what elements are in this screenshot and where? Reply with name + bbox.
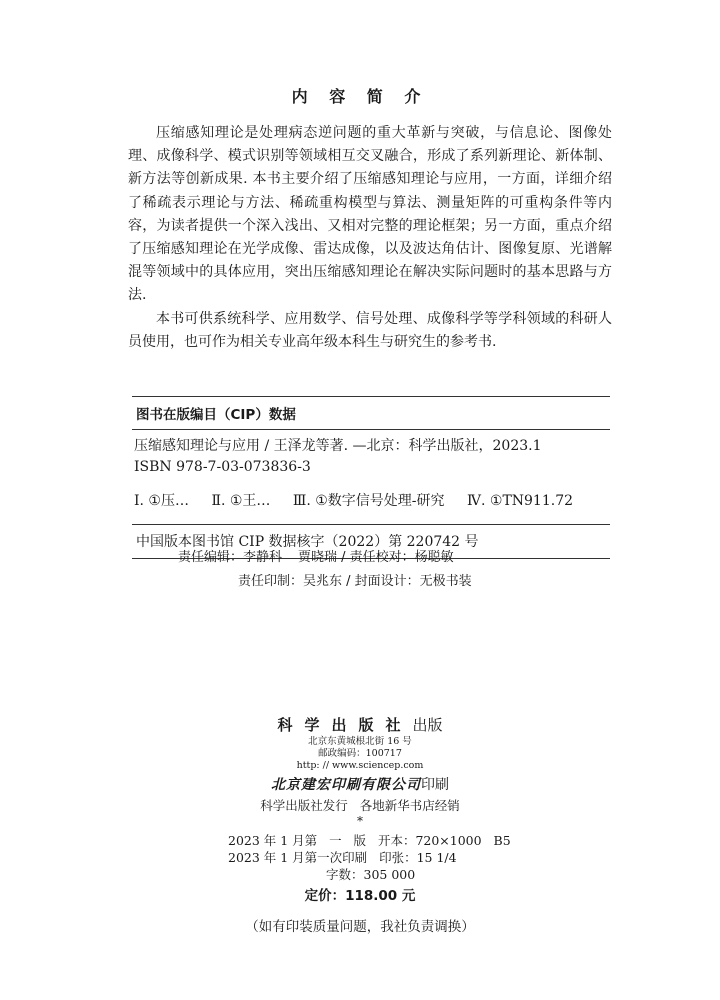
credit-printing-design: 责任印制：吴兆东 / 封面设计：无极书装 (238, 574, 472, 589)
credits (0, 546, 720, 594)
cip-class-4: Ⅳ. ①TN911.72 (467, 493, 574, 509)
cip-header: 图书在版编目（CIP）数据 (132, 397, 610, 430)
separator-star: * (357, 814, 363, 828)
edition-line-3: 字数：305 000 (326, 867, 416, 882)
printer-name: 北京建宏印刷有限公司 (271, 777, 421, 793)
distribution-line: 科学出版社发行 各地新华书店经销 (260, 798, 460, 813)
edition-line-1: 2023 年 1 月第 一 版 开本：720×1000 B5 (228, 833, 511, 848)
publisher-line (0, 714, 720, 736)
cip-class-1: Ⅰ. ①压… (134, 493, 189, 509)
publisher-postcode: 邮政编码：100717 (318, 748, 402, 759)
printer-line (0, 774, 720, 796)
publisher-website: http: // www.sciencep.com (296, 760, 424, 771)
cip-class-3: Ⅲ. ①数字信号处理-研究 (292, 493, 445, 509)
page-title: 内 容 简 介 (291, 87, 429, 106)
cip-record-number: 中国版本图书馆 CIP 数据核字（2022）第 220742 号 (132, 524, 610, 558)
content-summary (128, 122, 612, 354)
summary-paragraph-1: 压缩感知理论是处理病态逆问题的重大革新与突破，与信息论、图像处理、成像科学、模式识别等领域相互交叉融合，形成了系列新理论、新体制、新方法等创新成果. 本书主要介绍了压缩感知理论与应用，一方面，详细介绍了稀疏表示理论与方法、稀疏重构模型与算法、测量矩阵的可重构条件等内容，为读者提供一个深入浅出、又相对完整的理论框架；另一方面，重点介绍了压缩感知理论在光学成像、雷达成像，以及波达角估计、图像复原、光谱解混等领域中的具体应用，突出压缩感知理论在解决实际问题时的基本思路与方法. (128, 125, 612, 304)
publisher-logo-text: 科学出版社 (277, 716, 413, 734)
quality-notice: （如有印装质量问题，我社负责调换） (245, 919, 475, 935)
publisher-address: 北京东黄城根北街 16 号 (308, 736, 412, 747)
cip-title-line: 压缩感知理论与应用 / 王泽龙等著. —北京：科学出版社，2023.1 (134, 438, 542, 454)
cip-data-block (132, 396, 610, 559)
publisher-suffix: 出版 (412, 716, 443, 734)
printer-suffix: 印刷 (421, 777, 449, 793)
edition-info (0, 832, 720, 883)
credit-editor: 责任编辑：李静科 (178, 550, 283, 565)
cip-class-2: Ⅱ. ①王… (211, 493, 271, 509)
imprint (0, 714, 720, 937)
edition-line-2: 2023 年 1 月第一次印刷 印张：15 1/4 (228, 850, 457, 865)
cip-classification (132, 490, 610, 512)
price: 定价：118.00 元 (304, 888, 416, 904)
cip-isbn: ISBN 978-7-03-073836-3 (134, 459, 311, 475)
summary-paragraph-2: 本书可供系统科学、应用数学、信号处理、成像科学等学科领域的科研人员使用，也可作为相关专业高年级本科生与研究生的参考书. (128, 310, 612, 350)
credit-editor-proofreader: 贾晓瑞 / 责任校对：杨聪敏 (298, 550, 454, 565)
